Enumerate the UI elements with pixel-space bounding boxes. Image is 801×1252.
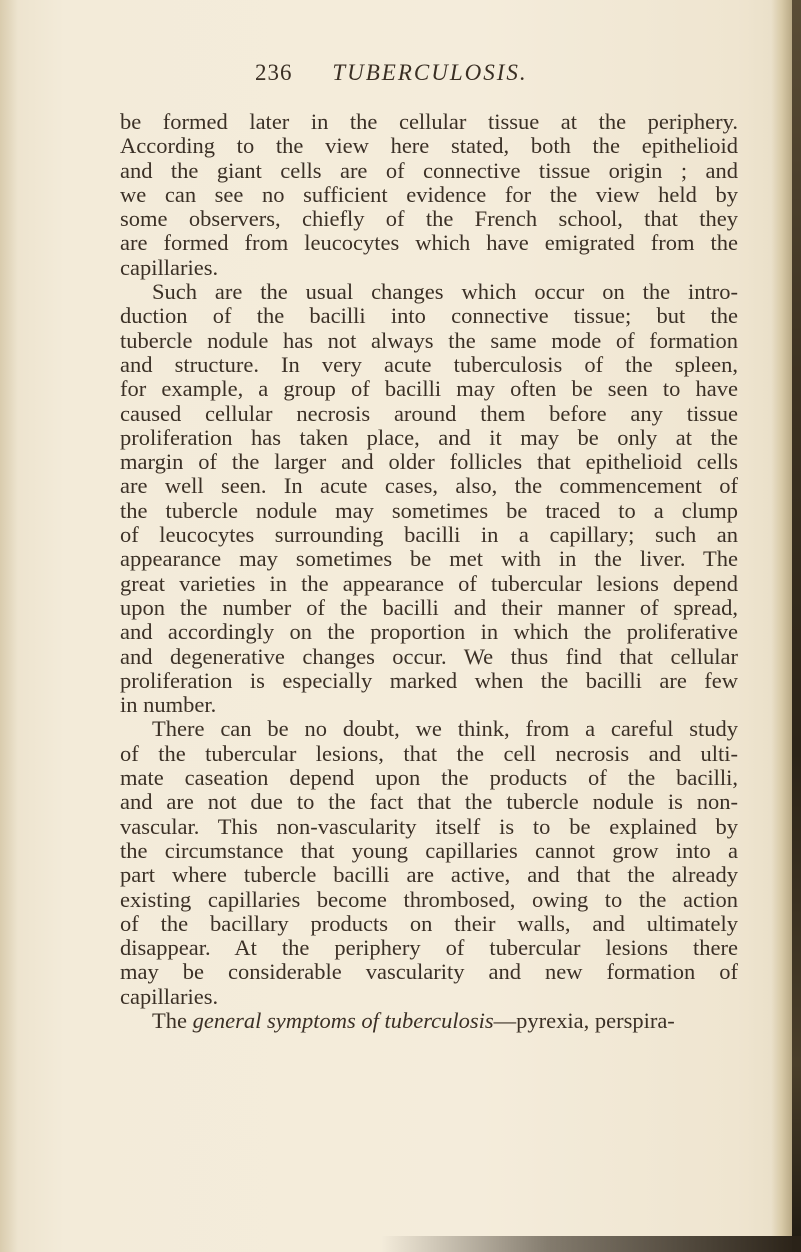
paragraph-1 — [120, 110, 738, 280]
text-line: proliferation is especially marked when the bacilli are few — [120, 667, 738, 693]
text-line — [120, 1009, 738, 1033]
text-run: —pyrexia, perspira- — [493, 1007, 675, 1033]
text-line: proliferation has taken place, and it may be only at the — [120, 424, 738, 450]
text-line: we can see no sufficient evidence for the view held by — [120, 181, 738, 207]
paragraph-4 — [120, 1009, 738, 1033]
text-run: The — [152, 1007, 193, 1033]
text-line: margin of the larger and older follicles that epithelioid cells — [120, 449, 738, 475]
body-text — [120, 110, 738, 1033]
text-line: There can be no doubt, we think, from a careful study — [152, 716, 738, 742]
text-line: be formed later in the cellular tissue at the periphery. — [120, 109, 738, 134]
page-number: 236 — [255, 60, 293, 85]
text-line: vascular. This non-vascularity itself is to be explained by — [120, 813, 738, 839]
text-line: According to the view here stated, both the epithelioid — [120, 133, 738, 159]
text-line: of the bacillary products on their walls, and ultimately — [120, 910, 738, 936]
text-line: and the giant cells are of connective tissue origin ; and — [120, 157, 738, 183]
text-line: and accordingly on the proportion in which the proliferative — [120, 619, 738, 645]
text-line: may be considerable vascularity and new formation of — [120, 959, 738, 985]
text-line: in number. — [120, 692, 217, 718]
text-line: Such are the usual changes which occur on the intro- — [152, 279, 738, 305]
text-line: part where tubercle bacilli are active, and that the already — [120, 862, 738, 888]
text-line: great varieties in the appearance of tubercular lesions depend — [120, 570, 738, 596]
text-line: caused cellular necrosis around them before any tissue — [120, 400, 738, 426]
text-line: mate caseation depend upon the products of the bacilli, — [120, 765, 738, 791]
text-line: existing capillaries become thrombosed, owing to the action — [120, 886, 738, 912]
page-bottom-shadow — [381, 1236, 801, 1252]
page-edge-left — [0, 0, 18, 1252]
text-line: appearance may sometimes be met with in the liver. The — [120, 546, 738, 572]
text-line: the circumstance that young capillaries cannot grow into a — [120, 837, 738, 863]
text-line: duction of the bacilli into connective tissue; but the — [120, 303, 738, 329]
book-spine-shadow — [792, 0, 801, 1252]
text-line: tubercle nodule has not always the same mode of formation — [120, 327, 738, 353]
italic-phrase: general symptoms of tuberculosis — [192, 1007, 494, 1033]
text-line: capillaries. — [120, 254, 219, 280]
text-line: the tubercle nodule may sometimes be traced to a clump — [120, 497, 738, 523]
text-line: for example, a group of bacilli may often be seen to have — [120, 376, 738, 402]
text-line: and are not due to the fact that the tubercle nodule is non- — [120, 789, 738, 815]
text-line: some observers, chiefly of the French school, that they — [120, 206, 738, 232]
text-line: and degenerative changes occur. We thus find that cellular — [120, 643, 738, 669]
text-line: are formed from leucocytes which have emigrated from the — [120, 230, 738, 256]
text-line: capillaries. — [120, 983, 219, 1009]
text-line: and structure. In very acute tuberculosis of the spleen, — [120, 351, 738, 377]
page-header — [120, 60, 740, 94]
paragraph-2 — [120, 280, 738, 717]
text-line: disappear. At the periphery of tubercular lesions there — [120, 935, 738, 961]
text-line: are well seen. In acute cases, also, the commencement of — [120, 473, 738, 499]
text-line: of leucocytes surrounding bacilli in a capillary; such an — [120, 522, 738, 548]
text-line: of the tubercular lesions, that the cell necrosis and ulti- — [120, 740, 738, 766]
text-line: upon the number of the bacilli and their manner of spread, — [120, 594, 738, 620]
running-title: TUBERCULOSIS. — [332, 60, 528, 85]
paragraph-3 — [120, 717, 738, 1009]
